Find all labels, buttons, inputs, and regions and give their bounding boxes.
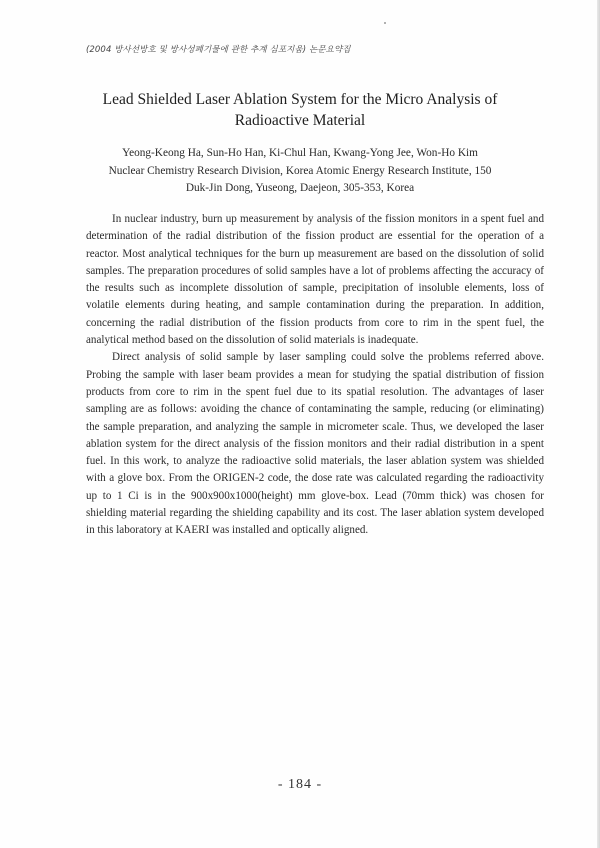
author-names: Yeong-Keong Ha, Sun-Ho Han, Ki-Chul Han, Kwang-Yong Jee, Won-Ho Kim xyxy=(122,147,478,159)
running-head: (2004 방사선방호 및 방사성폐기물에 관한 추계 심포지움) 논문요약집 xyxy=(86,45,351,55)
paper-title-line-1: Lead Shielded Laser Ablation System for the Micro Analysis of xyxy=(102,91,498,108)
page-number: - 184 - xyxy=(277,777,323,792)
author-affiliation: Nuclear Chemistry Research Division, Korea Atomic Energy Research Institute, 150 xyxy=(108,164,492,177)
abstract-paragraph-2: Direct analysis of solid sample by laser sampling could solve the problems referred above. Probing the sample with laser beam provides a mean for studying the spatial distribution of fission products from core to rim in the spent fuel due to its spatial resolution. The advantages of laser sampling are as follows: avoiding the chance of contaminating the sample, reducing (or eliminating) the sample preparation, and analyzing the sample in micrometer scale. Thus, we developed the laser ablation system for the direct analysis of the fission monitors and their radial distribution in a spent fuel. In this work, to analyze the radioactive solid materials, the laser ablation system was shielded with a glove box. From the ORIGEN-2 code, the dose rate was calculated regarding the radioactivity up to 1 Ci is in the 900x900x1000(height) mm glove-box. Lead (70mm thick) was chosen for shielding material regarding the shielding capability and its cost. The laser ablation system developed in this laboratory at KAERI was installed and optically aligned. xyxy=(86,351,544,537)
paper-title xyxy=(60,89,540,131)
abstract-paragraph-1: In nuclear industry, burn up measurement by analysis of the fission monitors in a spent fuel and determination of the radial distribution of the fission product are essential for the operation of a reactor. Most analytical techniques for the burn up measurement are based on the dissolution of solid samples. The preparation procedures of solid samples have a lot of problems affecting the accuracy of the results such as incomplete dissolution of sample, precipitation of insoluble elements, loss of volatile elements during heating, and sample contamination during the preparation. In addition, concerning the radial distribution of the fission products from core to rim in the spent fuel, the analytical method based on the dissolution of solid materials is inadequate. xyxy=(86,213,544,347)
author-address: Duk-Jin Dong, Yuseong, Daejeon, 305-353, Korea xyxy=(185,182,415,194)
paper-title-line-2: Radioactive Material xyxy=(234,112,366,129)
author-block xyxy=(60,145,540,198)
abstract-body xyxy=(86,211,544,540)
scan-speck xyxy=(384,22,386,24)
